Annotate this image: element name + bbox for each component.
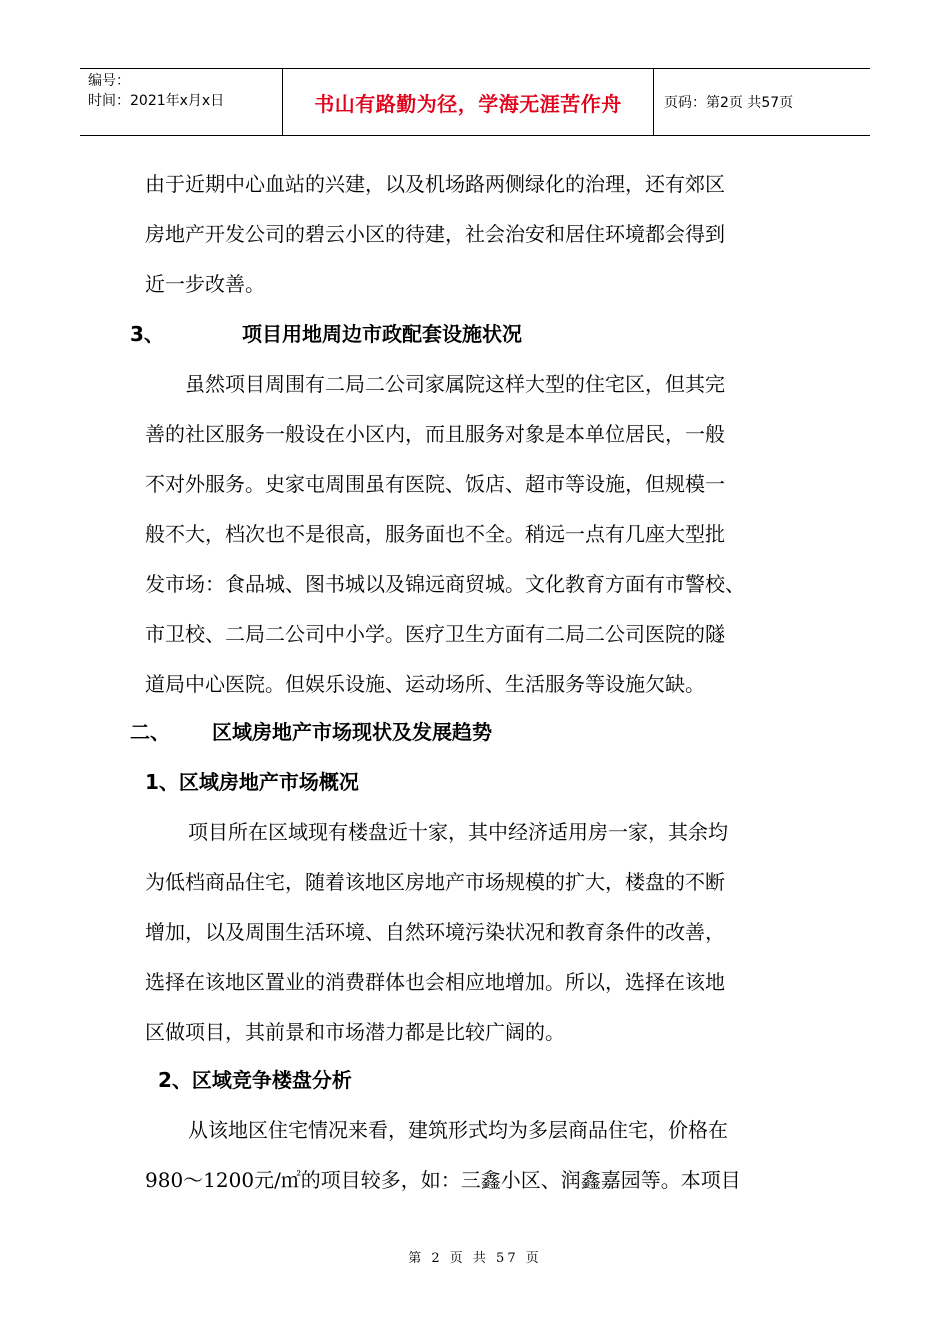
number-label: 编号： [88,73,130,89]
text-line: 近一步改善。 [145,272,265,296]
text-line: 980～1200元/㎡的项目较多，如：三鑫小区、润鑫嘉园等。本项目 [145,1168,741,1192]
text-line: 项目所在区域现有楼盘近十家，其中经济适用房一家，其余均 [188,820,728,844]
section-heading: 区域房地产市场现状及发展趋势 [212,720,492,744]
time-label: 时间：2021年x月x日 [88,93,225,109]
document-header [80,68,870,136]
page-code: 页码：第2页 共57页 [664,95,794,111]
text-line: 般不大，档次也不是很高，服务面也不全。稍远一点有几座大型批 [145,522,725,546]
motto-text: 书山有路勤为径，学海无涯苦作舟 [314,91,622,116]
heading-number: 二、 [130,720,170,744]
header-meta [80,69,282,135]
text-line: 市卫校、二局二公司中小学。医疗卫生方面有二局二公司医院的隧 [145,622,725,646]
page-footer: 第 2 页 共 57 页 [408,1251,542,1266]
text-line: 虽然项目周围有二局二公司家属院这样大型的住宅区，但其完 [185,372,725,396]
text-line: 发市场：食品城、图书城以及锦远商贸城。文化教育方面有市警校、 [145,572,745,596]
text-line: 善的社区服务一般设在小区内，而且服务对象是本单位居民，一般 [145,422,725,446]
subsection-heading: 2、区域竞争楼盘分析 [158,1068,352,1092]
subsection-heading: 1、区域房地产市场概况 [145,770,359,794]
header-motto-cell [282,69,654,135]
text-line: 由于近期中心血站的兴建，以及机场路两侧绿化的治理，还有郊区 [145,172,725,196]
text-line: 房地产开发公司的碧云小区的待建，社会治安和居住环境都会得到 [145,222,725,246]
text-line: 增加，以及周围生活环境、自然环境污染状况和教育条件的改善， [145,920,725,944]
heading-number: 3、 [130,322,164,346]
text-line: 道局中心医院。但娱乐设施、运动场所、生活服务等设施欠缺。 [145,672,705,696]
text-line: 区做项目，其前景和市场潜力都是比较广阔的。 [145,1020,565,1044]
text-line: 为低档商品住宅，随着该地区房地产市场规模的扩大，楼盘的不断 [145,870,725,894]
text-line: 选择在该地区置业的消费群体也会相应地增加。所以，选择在该地 [145,970,725,994]
section-heading: 项目用地周边市政配套设施状况 [242,322,522,346]
text-line: 从该地区住宅情况来看，建筑形式均为多层商品住宅，价格在 [188,1118,728,1142]
text-line: 不对外服务。史家屯周围虽有医院、饭店、超市等设施，但规模一 [145,472,725,496]
